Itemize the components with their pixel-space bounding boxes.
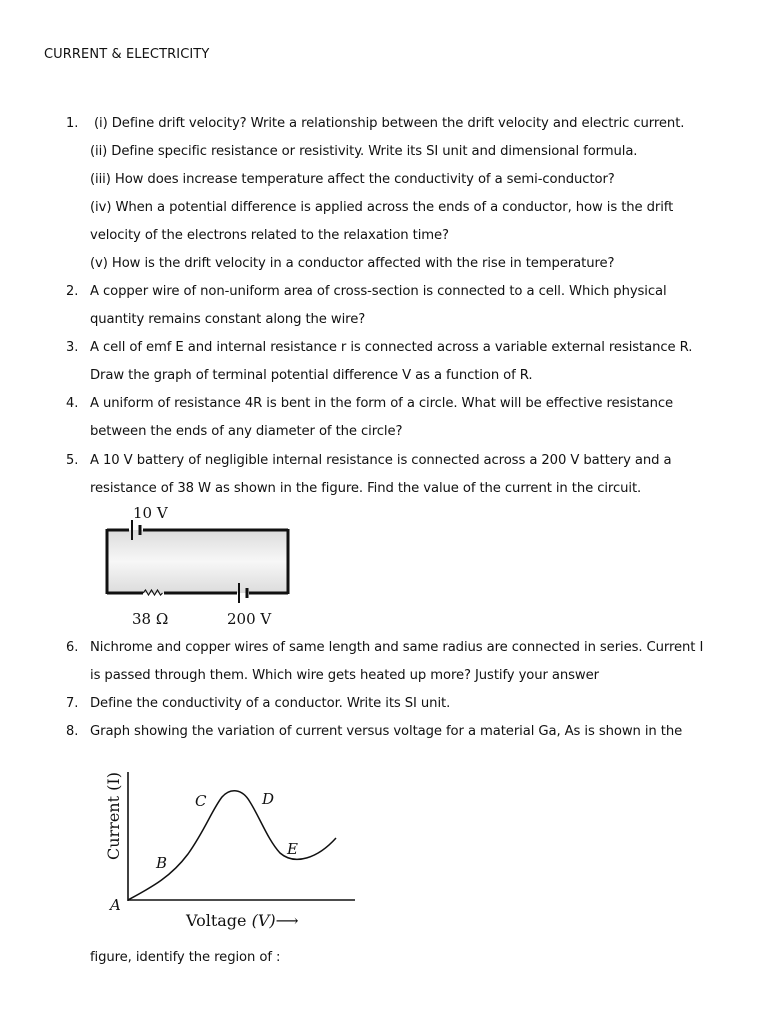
point-label-b: B: [156, 854, 168, 872]
question-6-line-2: is passed through them. Which wire gets heated up more? Justify your answer: [90, 668, 599, 683]
battery-10v-label: 10 V: [133, 504, 168, 522]
question-3-number: 3.: [66, 340, 79, 355]
question-1-line-4: (iv) When a potential difference is applied across the ends of a conductor, how is the drift: [90, 200, 674, 215]
question-1-line-3: (iii) How does increase temperature affect the conductivity of a semi-conductor?: [90, 172, 615, 187]
question-1-line-1: (i) Define drift velocity? Write a relationship between the drift velocity and electric current.: [94, 116, 685, 131]
circuit-figure: [96, 500, 300, 630]
question-2-number: 2.: [66, 284, 79, 299]
y-axis-label: Current (I): [104, 772, 123, 860]
question-6-number: 6.: [66, 640, 79, 655]
iv-graph-figure: [100, 760, 362, 936]
document-title: CURRENT & ELECTRICITY: [44, 47, 210, 62]
question-8-line-2: figure, identify the region of :: [90, 950, 281, 965]
question-6-line-1: Nichrome and copper wires of same length and same radius are connected in series. Current I: [90, 640, 704, 655]
point-label-d: D: [262, 790, 275, 808]
question-7-number: 7.: [66, 696, 79, 711]
question-1-number: 1.: [66, 116, 79, 131]
question-8-line-1: Graph showing the variation of current versus voltage for a material Ga, As is shown in the: [90, 724, 683, 739]
question-1-line-5: velocity of the electrons related to the relaxation time?: [90, 228, 449, 243]
question-2-line-1: A copper wire of non-uniform area of cross-section is connected to a cell. Which physical: [90, 284, 667, 299]
question-3-line-2: Draw the graph of terminal potential difference V as a function of R.: [90, 368, 533, 383]
question-4-line-2: between the ends of any diameter of the circle?: [90, 424, 403, 439]
question-5-line-1: A 10 V battery of negligible internal resistance is connected across a 200 V battery and a: [90, 453, 672, 468]
iv-curve: [128, 791, 336, 900]
question-1-line-6: (v) How is the drift velocity in a conductor affected with the rise in temperature?: [90, 256, 615, 271]
question-5-line-2: resistance of 38 W as shown in the figure. Find the value of the current in the circuit.: [90, 481, 642, 496]
point-label-a: A: [110, 896, 121, 914]
question-4-line-1: A uniform of resistance 4R is bent in the form of a circle. What will be effective resistance: [90, 396, 674, 411]
question-3-line-1: A cell of emf E and internal resistance r is connected across a variable external resistance R.: [90, 340, 693, 355]
battery-200v-label: 200 V: [227, 610, 272, 628]
question-4-number: 4.: [66, 396, 79, 411]
circuit-background: [107, 530, 288, 593]
question-8-number: 8.: [66, 724, 79, 739]
question-1-line-2: (ii) Define specific resistance or resistivity. Write its SI unit and dimensional formula.: [90, 144, 638, 159]
x-axis-label: Voltage (V)⟶: [186, 911, 299, 930]
question-2-line-2: quantity remains constant along the wire?: [90, 312, 366, 327]
resistor-38-ohm-label: 38 Ω: [132, 610, 169, 628]
point-label-e: E: [287, 840, 298, 858]
question-7-line-1: Define the conductivity of a conductor. Write its SI unit.: [90, 696, 451, 711]
point-label-c: C: [195, 792, 207, 810]
question-5-number: 5.: [66, 453, 79, 468]
